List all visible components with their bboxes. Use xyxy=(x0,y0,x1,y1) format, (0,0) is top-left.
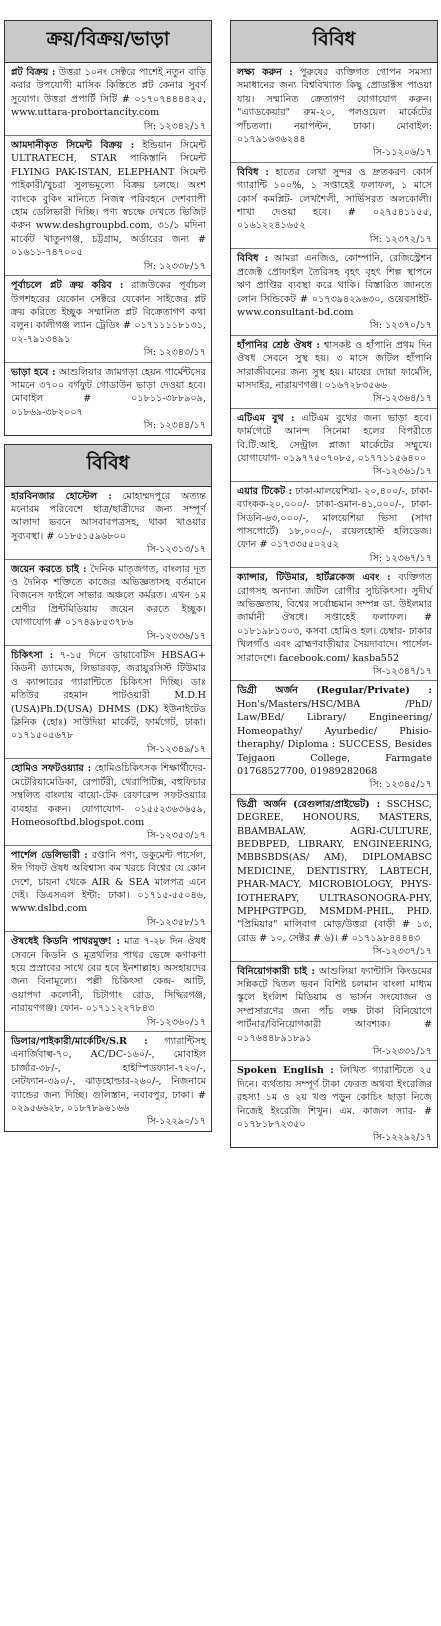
section-misc-right xyxy=(230,20,438,1148)
ad-title: জয়েন করতে চাই : xyxy=(11,563,87,575)
ad-body: হাতের লেখা সুন্দর ও দ্রুতকরণ কোর্স গ্যারান্টি ১০০%, ১ সপ্তাহেই ফলাফল, ১ মাসে কোর্স কমপ্লিট- লেখশৈলী, সার্ভিসরত অলকোলী। শাখা দেওয়া হবে। # ০২৭৫৪১১৫৫, ০১৬১২২৪১৬৫২ xyxy=(237,166,432,232)
classified-ad xyxy=(5,846,211,932)
ad-code: সি: ১২৩৪২/১৭ xyxy=(143,120,206,132)
section-header: বিবিধ xyxy=(5,445,211,487)
ad-title: পূর্বাচলে প্লট ক্রয় করিব : xyxy=(11,280,124,292)
ad-title: বিনিয়োগকারী চাই : xyxy=(237,965,315,977)
classified-ad xyxy=(5,136,211,276)
section-header: বিবিধ xyxy=(231,21,437,63)
ad-code: সি: ১২৩৭০/১৭ xyxy=(369,320,432,332)
left-column xyxy=(4,20,212,1140)
ad-code: সি: ১২৩৬৭/১৭ xyxy=(369,552,432,564)
ad-body: Hon's/Masters/HSC/MBA /PhD/ Law/BEd/ Library/ Engineering/ Homeopathy/ Ayurbedic/ Phisio-theraphy/ Diploma : SUCCESS, Besides Tejgaon College, Farmgate 01768527700, 01989282068 xyxy=(237,698,432,777)
ad-code: সি: ১২৩৪৪/১৭ xyxy=(143,420,206,432)
ad-body: শ্বাসকষ্ট ও হাঁপানি প্রথম দিন ঔষধ সেবনে সুস্থ হয়। ৩ মাসে জটিল হাঁপানি সারাজীবনের জন্য সুস্থ হয়। মায়ের দোয়া ফার্মেসি, মাসদাইর, নারায়ণগঞ্জ। ০১৬৭২৮৩৫৬৬ xyxy=(237,339,432,391)
classified-ad xyxy=(231,568,437,681)
ad-title: বিবিধ : xyxy=(237,253,269,265)
ad-code: সি-১২৩৬১/১৭ xyxy=(372,466,432,478)
ad-code: সি-১২৩৬৪/১৭ xyxy=(372,393,432,405)
ad-title: বিবিধ : xyxy=(237,166,269,178)
ad-body: লিখিত গ্যারান্টিতে ২৫ দিনে। ব্যর্থতায় সম্পূর্ণ টাকা ফেরত অথবা ইংরেজির রহস্য! ১ম ও ২য় খণ্ড পড়ুন কোচিং ছাড়া নিজে নিজেই ইংরেজি শিখুন। এম. কাজল স্যার- # ০১৭৮১৮৭২৩৫০ xyxy=(237,1065,432,1131)
ad-title: ক্যান্সার, টিউমার, হার্টব্লকেজ এবং : xyxy=(237,572,391,584)
ad-body: আশুলিয়া ফ্যান্টাসি কিংডমের সন্নিকটে দ্বিতল ভবন বিশিষ্ট চলমান বাংলা মাধ্যম স্কুলে ইংলিশ মিডিয়াম ও ভার্সন সংযোজন ও সম্প্রসারণের জন্য পাঁচ লক্ষ টাকা বিনিয়োগে পার্টনার/বিনিয়োগকারী আবশ্যক। # ০১৭৬৪৪৮৯১৮৯১ xyxy=(237,965,432,1044)
ad-title: হোমিও সফটওয়্যার : xyxy=(11,763,92,775)
ad-code: সি-১২৩৬০/১৭ xyxy=(146,1016,206,1028)
classified-ad xyxy=(5,487,211,560)
ad-body: পুরুষের ব্যক্তিগত গোপন সমস্যা সমাধানের জন্য বিশ্ববিখ্যাত কিছু প্রোডাক্টস পাওয়া যায়। সম্মানিত ক্রেতাগণ যোগাযোগ করুন। "এ্যাডকেয়ার" রুম-২০, পলওয়েল মার্কেটের পাঁচতলা। নয়াপল্টন, ঢাকা। মোবাইল: ০১৭৯১৬৩৬২৪৪ xyxy=(237,67,432,146)
classified-ad xyxy=(231,163,437,249)
ad-title: লক্ষ্য করুন : xyxy=(237,67,293,78)
classified-ad xyxy=(231,962,437,1062)
classified-ad xyxy=(5,646,211,759)
classified-ad xyxy=(231,249,437,335)
ad-title: ডিগ্রী অর্জন (রেগুলার/প্রাইভেট) : xyxy=(237,798,381,810)
ad-body: হোমিওচিকিৎসক শিক্ষার্থীদের-মেটেরিয়ামেডিকা, রেপার্টরী, থেরাপিটিক্স, বহুফিচার সম্বলিত বাংলায় বায়ো-টেক রেফারেন্স সফটওয়্যার ব্যবহার করুন। যোগাযোগ- ০১৫৫২৩৬৩৬৫৯, Homeosoftbd.blogspot.com xyxy=(11,763,206,828)
ad-code: সি: ১২৩৪৩/১৭ xyxy=(143,347,206,359)
ad-title: পার্শেল ডেলিভারী : xyxy=(11,849,88,861)
ad-body: ব্যক্তিগত রোগসহ অন্যান্য জটিল রোগীর সুচিকিৎসা। সুদীর্ঘ অভিজ্ঞতায়, বিশ্বের সর্বোচ্চমান সম্পন্ন ডা. উইলমার জার্মানী ঔষধে। সপ্তাহেই ফলাফল। # ০১৮১৯৮১৩০৩, কসবা হোমিও হল। চেম্বার- ঢাকার খিলগাঁও এবং ব্রাহ্মণবাড়ীয়ার সৈয়দাবাদে। পার্সেল- সারাদেশে। facebook.com/ kasba552 xyxy=(237,572,432,664)
ad-code: সি-১২৩৩৬/১৭ xyxy=(146,630,206,642)
ad-title: আমদানীকৃত সিমেন্ট বিক্রয় : xyxy=(11,140,135,152)
ad-code: সি-১২৩৩৭/১৭ xyxy=(372,946,432,958)
ad-body: মোহাম্মদপুরে অত্যন্ত মনোরম পরিবেশে ছাত্র/ছাত্রীদের জন্য সম্পূর্ণ আলাদা ভবনে আসবাবপত্রসহ, থাকা খাওয়ার সুব্যবস্থা। # ০১৮৫১৫৯৬৮০০ xyxy=(11,490,206,542)
classified-ad xyxy=(5,63,211,136)
ad-code: সি-১২৩৫৮/১৭ xyxy=(146,916,206,928)
ad-code: সি-১২৩৪৯/১৭ xyxy=(146,743,206,755)
ad-code: সি-১২৩১৩/১৭ xyxy=(146,544,206,556)
ad-code: সি-১২৩৪৭/১৭ xyxy=(372,666,432,678)
classified-ad xyxy=(231,1061,437,1146)
classified-ad xyxy=(231,681,437,794)
ad-body: SSCHSC, DEGREE, HONOURS, MASTERS, BBAMBALAW, AGRI-CULTURE, BEDBPED, LIBRARY, ENGINEERING, MBBSBDS(AS/ AM), DIPLOMABSC MEDICINE, DENTISTRY, LABTECH, PHAR-MACY, MICROBIOLOGY, PHYS-IOTHERAPY, ULTRASONOGRA-PHY, MPHPGTPGD, MSMDM-PHIL, PHD. "প্রিমিয়ার" মালিবাগ মোড়/উত্তরা (বাড়ী # ১৩, রোড # ১০, সেক্টর # ৬)। # ০১৭১৯৮৪৪৪৪৩ xyxy=(237,798,432,944)
ad-title: এয়ার টিকেট : xyxy=(237,485,293,497)
ad-code: সি-১২২৯২/১৭ xyxy=(372,1132,432,1144)
classified-ad xyxy=(5,1032,211,1131)
ad-body: এটিএম বুথের জন্য ভাড়া হবে। ফার্মগেটে আনন্দ সিনেমা হলের বিপরীতে বি.টি.আই. সেন্ট্রাল প্লাজা মার্কেটের সম্মুখে। যোগাযোগ- ০১৯৭৭৫০৭০৮৫, ০১৭৭১১৫৬৪০০ xyxy=(237,412,432,464)
ad-code: সি-১২২৯০/১৭ xyxy=(146,1116,206,1128)
ad-code: সি-১২৩৫৩/১৭ xyxy=(146,830,206,842)
classified-ad xyxy=(5,560,211,646)
ad-body: আশুলিয়ার জামগড়া হেয়ন গার্মেন্টসের সামনে ৩৭০০ বর্গফুট গোডাউন ভাড়া দেওয়া হবে। মোবাইল # ০১৮১১-৩৮৮৯০৯, ০১৮৬৯-৩৮২০০৭ xyxy=(11,366,206,418)
ad-title: এটিএম বুথ : xyxy=(237,412,295,424)
ad-title: ডিগ্রী অর্জন (Regular/Private) : xyxy=(237,685,432,697)
ad-body: উত্তরা ১০নং সেক্টরে পাশেই নতুন বাড়ি করার উপযোগী মাসিক কিস্তিতে প্লট কেনার সুবর্ণ সুযোগ। উত্তরা প্রপার্টি সিটি # ০১৭০৭৪৪৪৪২৫, www.uttara-probortancity.com xyxy=(11,67,206,119)
ad-code: সি-১২৩৩১/১৭ xyxy=(372,1046,432,1058)
right-column xyxy=(230,20,438,1156)
classified-ad xyxy=(5,759,211,845)
ad-title: ভাড়া হবে : xyxy=(11,366,56,378)
ad-title: চিকিৎসা : xyxy=(11,650,54,662)
ad-body: আমরা এনজিও, কোম্পানি, রেজিস্ট্রেশন প্রজেক্ট প্রোফাইল তৈরিসহ বৃহৎ বৃহৎ শিল্প স্থাপনে ঋণ প্রাপ্তির ব্যবস্থা করে থাকি। বিস্তারিত জানতে লোন সিন্ডিকেট # ০১৭৩৯৪২৯৬৩০, ওয়েবসাইট- www.consultant-bd.com xyxy=(237,253,432,318)
ad-body: রপ্তানি পণ্য, ডকুমেন্ট পার্সেল, ঈদ গিফট ঔষধ অবিশ্বাস্য কম খরচে বিশ্বের যে কোন দেশে, চায়না থেকে AIR & SEA মালপত্র এনে দেই। ডিএসএল ইন্টা: ঢাকা। ০১৭১৫-৫৫০৪৬, www.dslbd.com xyxy=(11,849,206,915)
ad-body: ঢাকা-মালয়েশিয়া- ২০,৪০০/-, ঢাকা-ব্যাংকক-২০,০০০/- ঢাকা-ওমান-৪১,০০০/-, ঢাকা-সিডনি-৬৩,০০০/-, মালয়েশিয়া ভিসা (সাদা পাসপোর্টে) ১৮,০০০/-, রয়েলহোস্ট হলিডেজ। ফোন # ০১৭৩৩৫৫০২৫২ xyxy=(237,485,432,551)
classified-ad xyxy=(5,932,211,1032)
ad-body: ৭-১৫ দিনে ডায়াবেটিস HBSAG+ কিডনী ড্যামেজ, লিভারবড়, জরায়ুরসিস্ট টিউমার ও ক্যান্সারের গ্যারান্টিতে চিকিৎসা দিচ্ছি। ডাঃ মতিউর রহমান পাটওয়ারী M.D.H (USA)Ph.D(USA) DHMS (DK) ইউনাইটেড ক্লিনিক (হোঃ) সাউদিয়া মার্কেট, ফার্মগেট, ঢাকা। ০১৭১৫০৫৬৭৮ xyxy=(11,650,206,742)
ad-code: সি: ১২৩৩৮/১৭ xyxy=(143,260,206,272)
classified-ad xyxy=(231,63,437,163)
ad-title: হাঁপানির শ্রেষ্ঠ ঔষধ : xyxy=(237,339,320,351)
section-header: ক্রয়/বিক্রয়/ভাড়া xyxy=(5,21,211,63)
ad-title: Spoken English : xyxy=(237,1065,334,1077)
ad-code: সি-১১২০৬/১৭ xyxy=(372,147,432,159)
ad-body: রাজউকের পূর্বাচল উপশহরের যেকোন সেক্টরে যেকোন সাইজের প্লট ক্রয় করিতে ইচ্ছুক সম্মানিত প্লট বিক্রেতাগণ কথা বলুন। কালীগঞ্জ ল্যান ট্রেডিং # ০১৭১১১১৮১৩১, ০২-৭৯১৩৪৯১ xyxy=(11,280,206,345)
classified-ad xyxy=(231,482,437,568)
section-buy-sell-rent xyxy=(4,20,212,436)
ad-code: সি: ১২৩৭২/১৭ xyxy=(369,233,432,245)
ad-body: গ্যারান্টিসহ এনার্জিবাল্ব-৭০, AC/DC-১৬০/-, মোবাইল চার্জার-৩৮/-, হাইস্পিডফ্যান-৭২০/-, নেটফ্যান-৩৯০/-, ঝাড়হোল্ডার-২৬০/-, নিজনামে ব্যান্ডের জন্য দিচ্ছি। গুলিস্তান, নবাবপুর, ঢাকা। # ০২৯৫৬৬২৮, ০১৮৭৮৯৬১৬৬ xyxy=(11,1036,206,1115)
ad-code: সি: ১২৩৪৫/১৭ xyxy=(369,779,432,791)
ad-body: ইন্ডিয়ান সিমেন্ট ULTRATECH, STAR পাকিস্তানি সিমেন্ট FLYING PAK-ISTAN, ELEPHANT সিমেন্ট পাইকারী/খুচরা সুলভমূল্যে বিক্রয় চলছে। অংশ ব্যাংকে বুকিং মানিতে নিজস্ব পরিবহনে দেশব্যাপী হোম ডেলিভারী দিচ্ছি। পণ্য স্বচক্ষে দেখতে ভিজিট করুন www.deshgroupbd.com, ৩১/১ মদিনা মার্কেট খাতুনগঞ্জ, চট্টগ্রাম, অর্ডারের জন্য # ০১৬১১-৭৪৭০০৫ xyxy=(11,140,207,259)
classified-ad xyxy=(231,336,437,409)
classified-ad xyxy=(231,409,437,482)
classified-ad xyxy=(5,363,211,435)
section-misc-left xyxy=(4,444,212,1132)
classified-ad xyxy=(5,276,211,362)
ad-title: হারবিনজার হোস্টেল : xyxy=(11,490,112,502)
ad-title: ডিলার/পাইকারী/মার্কেটিং/S.R : xyxy=(11,1036,148,1047)
classified-ad xyxy=(231,795,437,962)
ad-title: প্লট বিক্রয় : xyxy=(11,67,56,78)
ad-body: দৈনিক মাতৃজগত, বাংলার দূত ও দৈনিক শক্তিতে কাজের অভিজ্ঞতাসহ বর্তমানে বিজনেস ফাইলে সাভার অঞ্চলে কর্মরত। এখন ১ম শ্রেণীর প্রিন্টমিডিয়ায় জয়েন করতে ইচ্ছুক। যোগাযোগ # ০১৭৪৯৮৫৩৭৮৬ xyxy=(11,563,206,629)
ad-body: মাত্র ৭-২৮ দিন ঔষধ সেবনে কিডনি ও মূত্রথলির পাথর ভেঙ্গে কণাকণা হয়ে প্রস্রাবের সাথে বের হবে ইনশাল্লাহ। অসহায়দের জন্য বিনামূল্যে। পল্লী চিকিৎসা কেন্দ্র- আটি, ওয়াপদা কলোনী, চিটাগাং রোড, সিদ্ধিরগঞ্জ, নারায়ণগঞ্জ। ফোন- ০১৭১১২২৭৮৪৩ xyxy=(11,936,207,1015)
ad-title: ঔষধেই কিডনি পাথরমুক্ত! : xyxy=(11,936,121,948)
